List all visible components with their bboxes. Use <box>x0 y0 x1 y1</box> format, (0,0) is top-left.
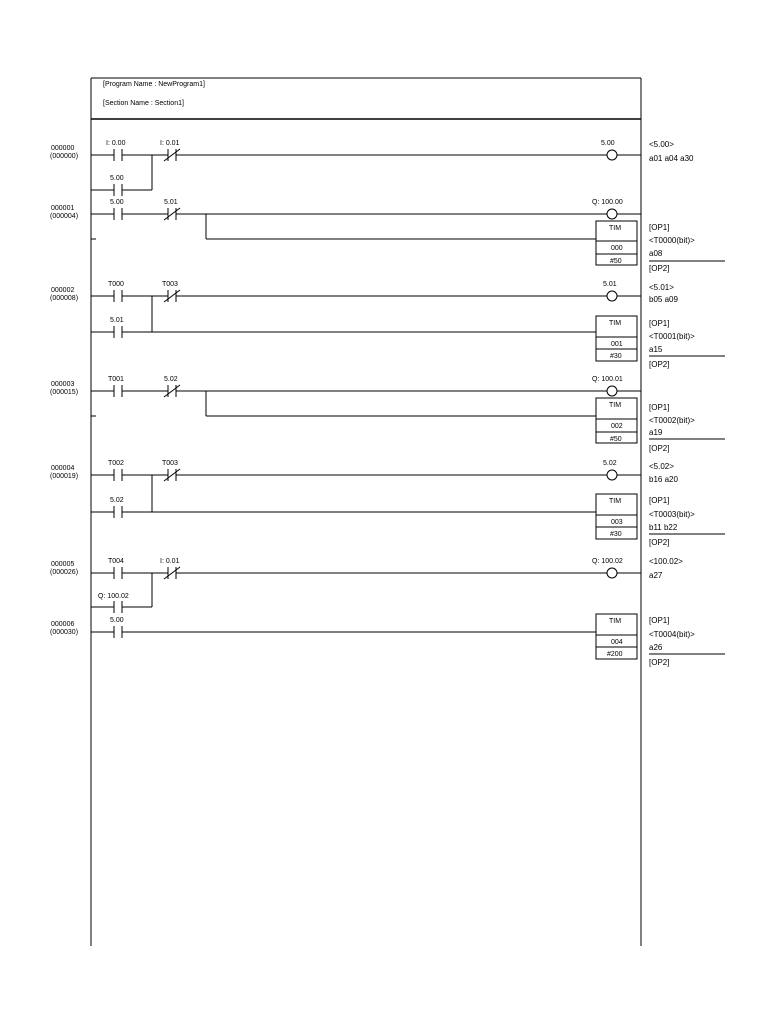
contact-label: 5.01 <box>110 317 124 324</box>
step-number: 000005 <box>51 561 75 568</box>
contact-no-t004 <box>108 558 124 579</box>
coil-label: Q: 100.00 <box>592 199 623 206</box>
contact-nc-t003 <box>162 460 180 481</box>
contact-no-i000 <box>106 140 126 161</box>
timer-xref-op2: [OP2] <box>649 360 670 369</box>
timer-number: 003 <box>611 519 623 526</box>
timer-name: TIM <box>609 498 622 505</box>
step-address: (000026) <box>50 569 79 576</box>
timer-number: 001 <box>611 341 623 348</box>
contact-label: 5.02 <box>164 376 178 383</box>
rung-2 <box>50 281 725 369</box>
step-address: (000015) <box>50 389 79 396</box>
coil-q10000 <box>592 199 623 219</box>
step-number: 000001 <box>51 205 75 212</box>
timer-xref-op1: [OP1] <box>649 403 670 412</box>
timer-number: 000 <box>611 245 623 252</box>
contact-nc-502 <box>164 376 180 397</box>
rung-6 <box>50 614 725 667</box>
timer-preset: #200 <box>607 651 623 658</box>
contact-label: T003 <box>162 460 178 467</box>
coil-500 <box>601 140 617 160</box>
timer-xref-op2: [OP2] <box>649 444 670 453</box>
timer-preset: #30 <box>610 353 622 360</box>
contact-no-t001 <box>108 376 124 397</box>
contact-no-500 <box>110 199 124 220</box>
timer-block-000 <box>596 221 637 265</box>
contact-label: 5.00 <box>110 175 124 182</box>
branch-contact-no-q10002 <box>98 593 129 613</box>
coil-q10002 <box>592 558 623 578</box>
timer-xref-refs: a19 <box>649 428 663 437</box>
contact-nc-i001 <box>160 140 180 161</box>
branch-contact-no-502 <box>110 497 124 518</box>
timer-xref-refs: b11 b22 <box>649 523 678 532</box>
contact-label: 5.02 <box>110 497 124 504</box>
timer-preset: #50 <box>610 436 622 443</box>
timer-xref-op2: [OP2] <box>649 658 670 667</box>
timer-preset: #30 <box>610 531 622 538</box>
coil-xref-refs: a27 <box>649 571 663 580</box>
coil-xref-refs: b16 a20 <box>649 475 678 484</box>
coil-label: 5.01 <box>603 281 617 288</box>
timer-block-002 <box>596 398 637 443</box>
timer-xref-bit: <T0001(bit)> <box>649 332 695 341</box>
branch-contact-no-501 <box>110 317 124 338</box>
contact-label: 5.00 <box>110 617 124 624</box>
contact-nc-501 <box>164 199 180 220</box>
coil-xref-refs: b05 a09 <box>649 295 678 304</box>
contact-label: I: 0.01 <box>160 558 180 565</box>
timer-xref-bit: <T0002(bit)> <box>649 416 695 425</box>
rung-3 <box>50 376 725 453</box>
timer-block-001 <box>596 316 637 361</box>
rung-0 <box>50 140 694 196</box>
contact-nc-i001 <box>160 558 180 579</box>
timer-xref-op1: [OP1] <box>649 496 670 505</box>
timer-xref-bit: <T0004(bit)> <box>649 630 695 639</box>
coil-xref-refs: a01 a04 a30 <box>649 154 694 163</box>
contact-no-500 <box>110 617 124 638</box>
timer-name: TIM <box>609 402 622 409</box>
coil-501 <box>603 281 617 301</box>
timer-xref-op2: [OP2] <box>649 538 670 547</box>
timer-name: TIM <box>609 320 622 327</box>
timer-xref-refs: a26 <box>649 643 663 652</box>
timer-preset: #50 <box>610 258 622 265</box>
coil-label: Q: 100.01 <box>592 376 623 383</box>
coil-xref: <5.00> <box>649 140 674 149</box>
contact-label: T003 <box>162 281 178 288</box>
timer-xref-bit: <T0000(bit)> <box>649 236 695 245</box>
step-address: (000008) <box>50 295 79 302</box>
timer-number: 004 <box>611 639 623 646</box>
contact-label: T004 <box>108 558 124 565</box>
timer-name: TIM <box>609 225 622 232</box>
rung-4 <box>50 460 725 547</box>
step-address: (000019) <box>50 473 79 480</box>
timer-number: 002 <box>611 423 623 430</box>
timer-block-004 <box>596 614 637 659</box>
rung-1 <box>50 199 725 273</box>
step-number: 000003 <box>51 381 75 388</box>
coil-502 <box>603 460 617 480</box>
timer-xref-op2: [OP2] <box>649 264 670 273</box>
contact-label: Q: 100.02 <box>98 593 129 600</box>
contact-label: I: 0.01 <box>160 140 180 147</box>
step-number: 000006 <box>51 621 75 628</box>
timer-xref-op1: [OP1] <box>649 319 670 328</box>
coil-q10001 <box>592 376 623 396</box>
contact-nc-t003 <box>162 281 180 302</box>
section-name: [Section Name : Section1] <box>103 100 184 107</box>
coil-xref: <100.02> <box>649 557 683 566</box>
timer-xref-op1: [OP1] <box>649 616 670 625</box>
program-name: [Program Name : NewProgram1] <box>103 81 205 88</box>
timer-name: TIM <box>609 618 622 625</box>
timer-xref-op1: [OP1] <box>649 223 670 232</box>
coil-xref: <5.02> <box>649 462 674 471</box>
coil-xref: <5.01> <box>649 283 674 292</box>
contact-label: T001 <box>108 376 124 383</box>
timer-xref-refs: a08 <box>649 249 663 258</box>
contact-no-t002 <box>108 460 124 481</box>
rung-5 <box>50 557 683 613</box>
program-header <box>91 78 641 119</box>
contact-label: T000 <box>108 281 124 288</box>
timer-xref-bit: <T0003(bit)> <box>649 510 695 519</box>
step-number: 000004 <box>51 465 75 472</box>
contact-label: 5.01 <box>164 199 178 206</box>
coil-label: 5.00 <box>601 140 615 147</box>
step-address: (000000) <box>50 153 79 160</box>
contact-no-t000 <box>108 281 124 302</box>
timer-xref-refs: a15 <box>649 345 663 354</box>
contact-label: 5.00 <box>110 199 124 206</box>
contact-label: I: 0.00 <box>106 140 126 147</box>
timer-block-003 <box>596 494 637 539</box>
branch-contact-no-500 <box>110 175 124 196</box>
contact-label: T002 <box>108 460 124 467</box>
coil-label: 5.02 <box>603 460 617 467</box>
step-address: (000030) <box>50 629 79 636</box>
coil-label: Q: 100.02 <box>592 558 623 565</box>
step-number: 000000 <box>51 145 75 152</box>
step-address: (000004) <box>50 213 79 220</box>
step-number: 000002 <box>51 287 75 294</box>
